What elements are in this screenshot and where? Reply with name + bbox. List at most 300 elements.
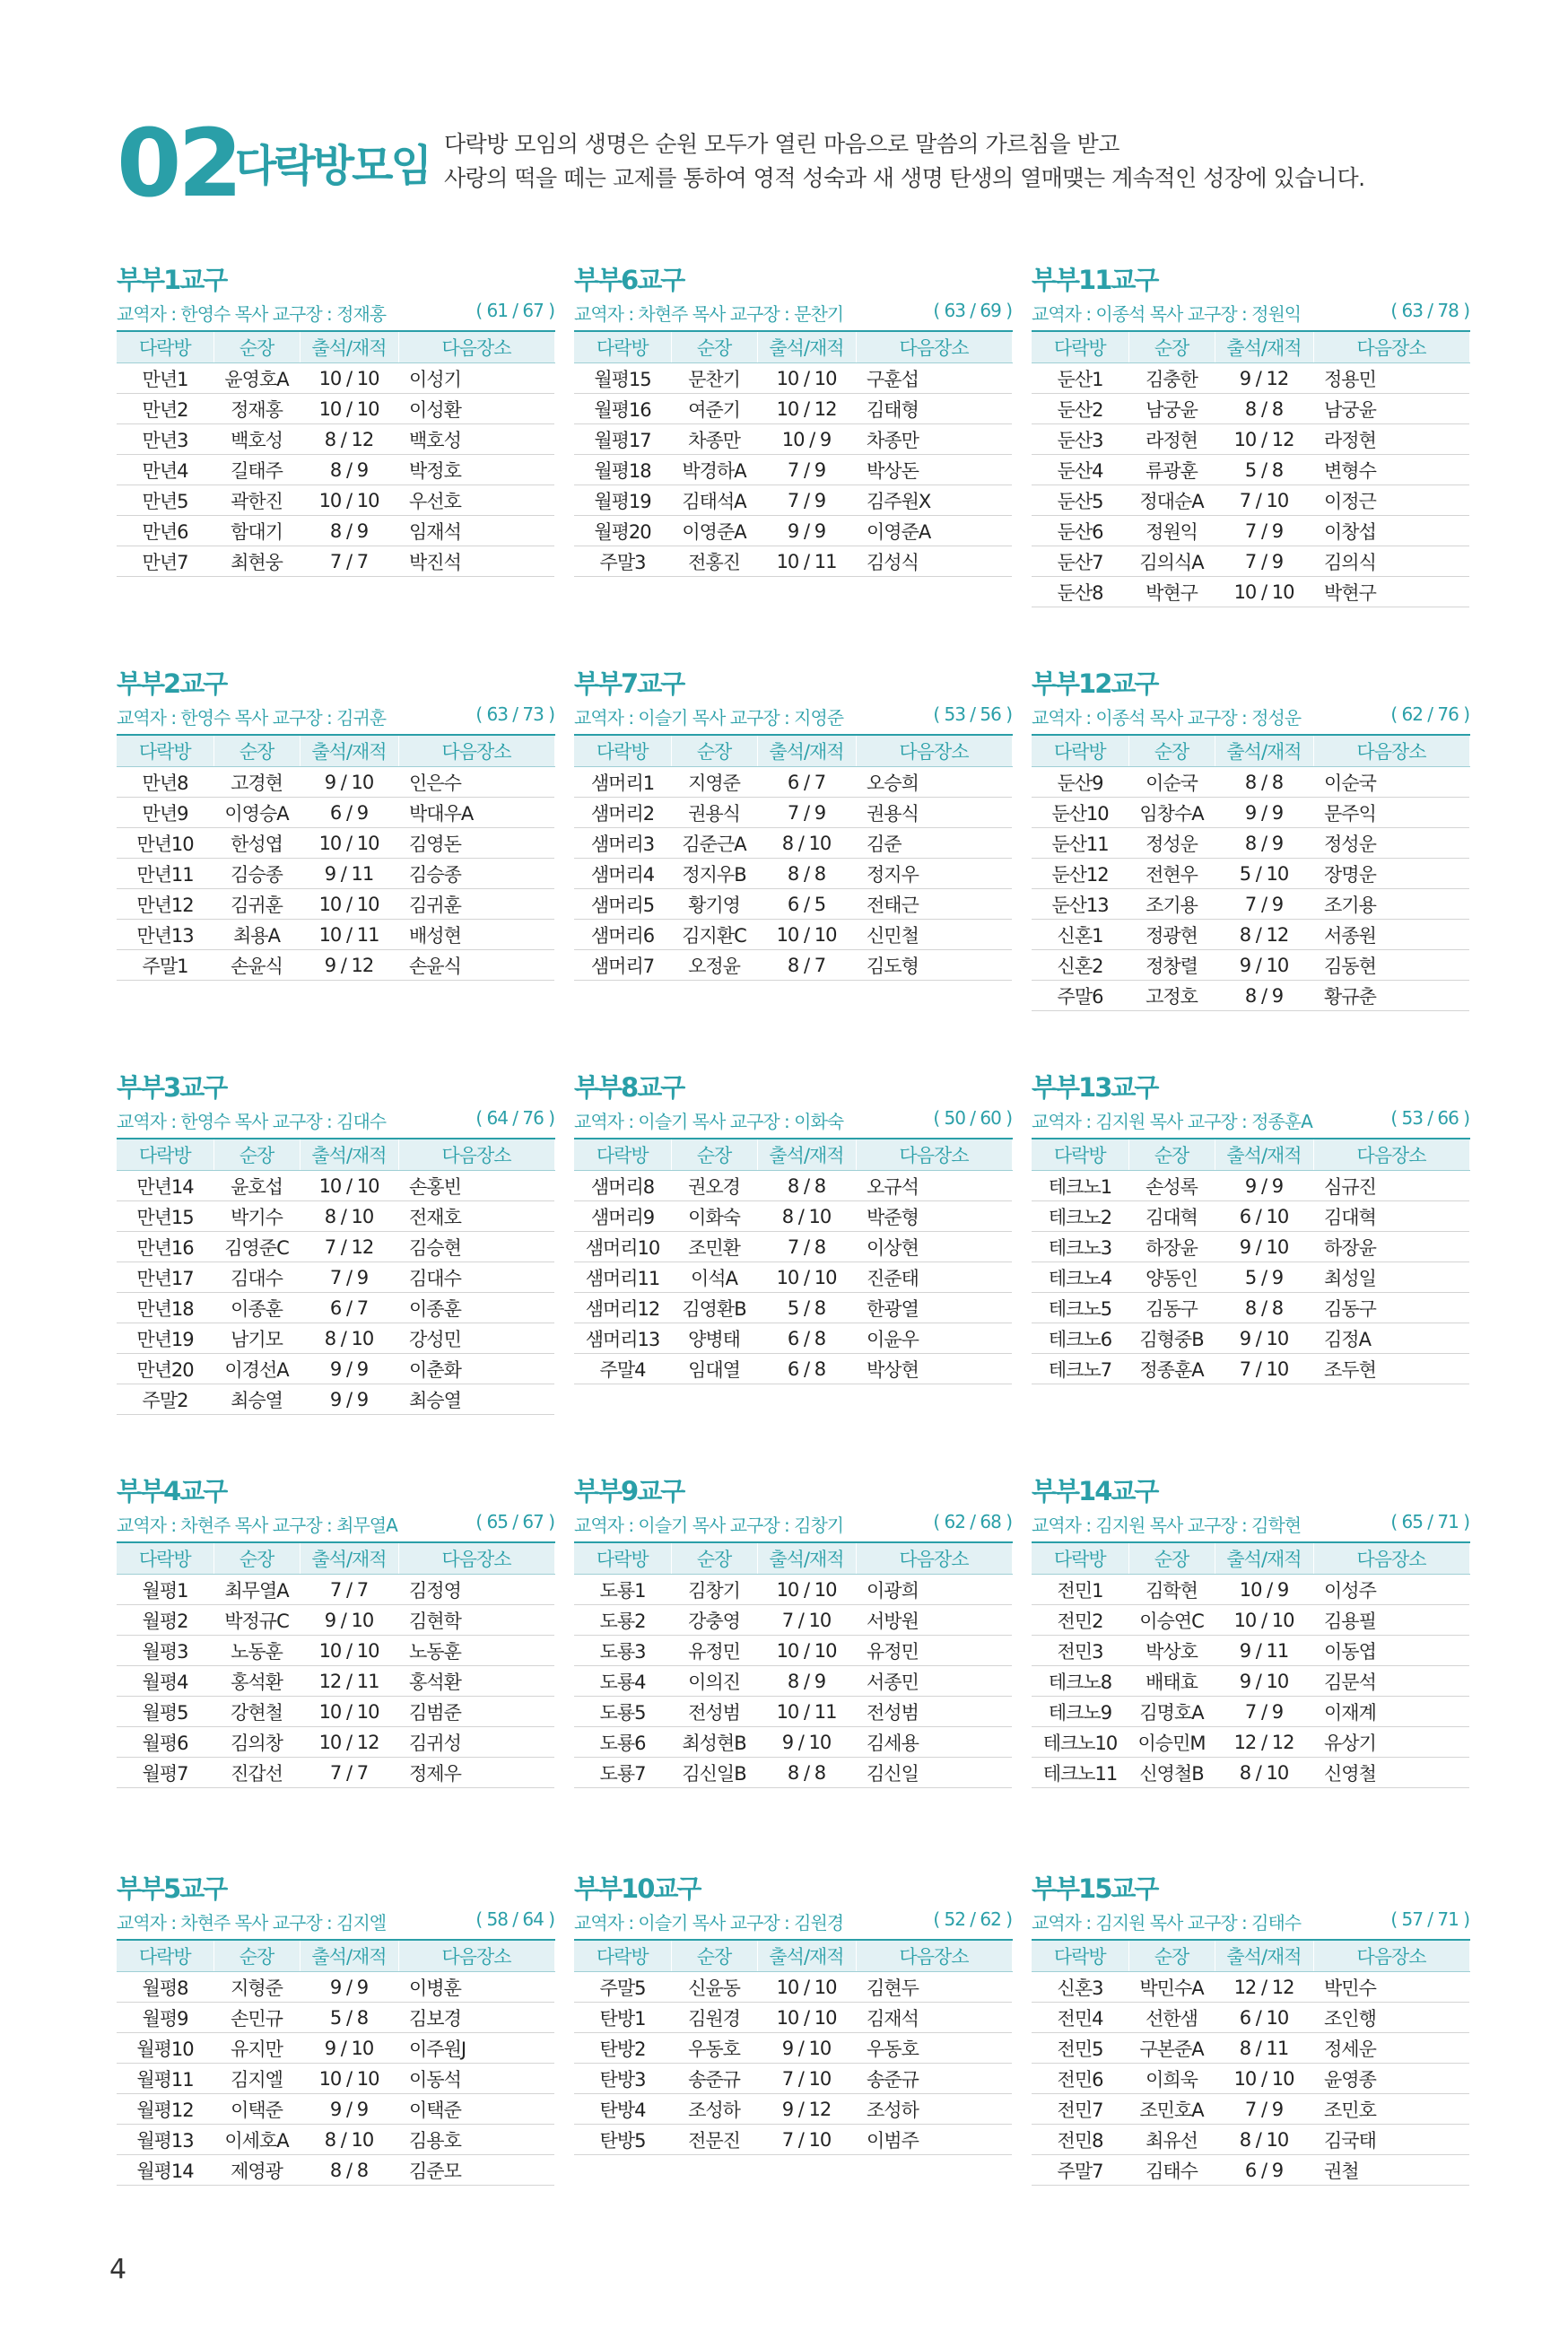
leader-cell: 오정윤 — [671, 950, 757, 981]
table-row — [1032, 1354, 1469, 1384]
attendance-cell: 9 / 9 — [300, 2094, 398, 2125]
table-row — [117, 1171, 554, 1201]
section-title: 다락방모임 — [235, 141, 430, 191]
attendance-cell: 5 / 8 — [300, 2003, 398, 2033]
leader-cell: 김영환B — [671, 1293, 757, 1323]
leader-cell: 유지만 — [213, 2033, 300, 2064]
table-header-row — [574, 331, 1012, 363]
next-place-cell: 황규춘 — [1313, 981, 1469, 1011]
attendance-cell: 9 / 10 — [300, 1605, 398, 1636]
leader-cell: 김지환C — [671, 920, 757, 950]
attendance-cell: 8 / 8 — [757, 1758, 856, 1788]
room-cell: 샘머리11 — [574, 1262, 671, 1293]
table-row — [117, 1575, 554, 1605]
next-place-cell: 이성환 — [398, 394, 554, 424]
column-header: 출석/재적 — [757, 331, 856, 363]
next-place-cell: 김문석 — [1313, 1666, 1469, 1697]
attendance-cell: 10 / 10 — [300, 2064, 398, 2094]
table-row — [574, 516, 1012, 546]
leader-cell: 윤영호A — [213, 363, 300, 394]
attendance-cell: 10 / 10 — [300, 1171, 398, 1201]
leader-cell: 김지엘 — [213, 2064, 300, 2094]
next-place-cell: 김신일 — [856, 1758, 1012, 1788]
district-info — [1032, 1107, 1469, 1131]
table-row — [574, 767, 1012, 798]
column-header: 다락방 — [1032, 1940, 1128, 1972]
leader-cell: 박상호 — [1128, 1636, 1215, 1666]
room-cell: 테크노5 — [1032, 1293, 1128, 1323]
leader-cell: 이영준A — [671, 516, 757, 546]
leader-cell: 최유선 — [1128, 2125, 1215, 2155]
room-cell: 만년11 — [117, 859, 213, 889]
column-header: 출석/재적 — [300, 735, 398, 767]
next-place-cell: 신민철 — [856, 920, 1012, 950]
attendance-cell: 6 / 7 — [300, 1293, 398, 1323]
attendance-cell: 8 / 10 — [757, 828, 856, 859]
leader-cell: 지형준 — [213, 1972, 300, 2003]
room-cell: 전민1 — [1032, 1575, 1128, 1605]
attendance-cell: 9 / 10 — [1215, 950, 1313, 981]
table-row — [117, 2064, 554, 2094]
next-place-cell: 박상돈 — [856, 455, 1012, 485]
leader-cell: 황기영 — [671, 889, 757, 920]
column-header: 다음장소 — [1313, 1940, 1469, 1972]
attendance-cell: 10 / 10 — [300, 1636, 398, 1666]
table-row — [117, 2155, 554, 2186]
column-header: 순장 — [1128, 1139, 1215, 1171]
attendance-cell: 10 / 10 — [757, 363, 856, 394]
table-row — [574, 1758, 1012, 1788]
column-header: 순장 — [671, 1542, 757, 1575]
next-place-cell: 최승열 — [398, 1384, 554, 1415]
room-cell: 만년13 — [117, 920, 213, 950]
room-cell: 테크노1 — [1032, 1171, 1128, 1201]
column-header: 다음장소 — [1313, 1542, 1469, 1575]
leader-cell: 권오경 — [671, 1171, 757, 1201]
room-cell: 탄방3 — [574, 2064, 671, 2094]
table-header-row — [117, 331, 554, 363]
attendance-cell: 7 / 10 — [757, 1605, 856, 1636]
column-header: 다락방 — [1032, 735, 1128, 767]
leader-cell: 조민환 — [671, 1232, 757, 1262]
next-place-cell: 이춘화 — [398, 1354, 554, 1384]
table-row — [117, 767, 554, 798]
attendance-cell: 8 / 8 — [300, 2155, 398, 2186]
attendance-cell: 8 / 9 — [300, 516, 398, 546]
room-cell: 주말4 — [574, 1354, 671, 1384]
leader-cell: 이화숙 — [671, 1201, 757, 1232]
leader-cell: 임대열 — [671, 1354, 757, 1384]
leader-cell: 배태효 — [1128, 1666, 1215, 1697]
next-place-cell: 권용식 — [856, 798, 1012, 828]
attendance-ratio: ( 62 / 76 ) — [1390, 703, 1469, 725]
room-cell: 둔산5 — [1032, 485, 1128, 516]
attendance-cell: 10 / 10 — [300, 828, 398, 859]
district-title: 부부2교구 — [117, 668, 227, 699]
next-place-cell: 서방원 — [856, 1605, 1012, 1636]
district-title: 부부8교구 — [574, 1072, 684, 1103]
attendance-cell: 10 / 10 — [757, 1972, 856, 2003]
leader-cell: 김동구 — [1128, 1293, 1215, 1323]
attendance-cell: 7 / 9 — [757, 798, 856, 828]
district-info — [117, 703, 554, 727]
leader-cell: 정종훈A — [1128, 1354, 1215, 1384]
leader-cell: 이의진 — [671, 1666, 757, 1697]
attendance-ratio: ( 63 / 78 ) — [1390, 300, 1469, 321]
table-header-row — [117, 1542, 554, 1575]
next-place-cell: 노동훈 — [398, 1636, 554, 1666]
attendance-cell: 10 / 10 — [757, 1262, 856, 1293]
table-header-row — [1032, 735, 1469, 767]
attendance-cell: 8 / 8 — [757, 859, 856, 889]
next-place-cell: 손윤식 — [398, 950, 554, 981]
room-cell: 주말5 — [574, 1972, 671, 2003]
section-description — [444, 127, 1365, 196]
leader-cell: 차종만 — [671, 424, 757, 455]
district-table — [117, 330, 555, 577]
table-row — [1032, 798, 1469, 828]
room-cell: 월평3 — [117, 1636, 213, 1666]
room-cell: 테크노10 — [1032, 1727, 1128, 1758]
table-row — [1032, 363, 1469, 394]
leader-cell: 김대수 — [213, 1262, 300, 1293]
leader-cell: 강현철 — [213, 1697, 300, 1727]
district-staff: 교역자 : 김지원 목사 교구장 : 김학현 — [1032, 1515, 1302, 1536]
district-info — [1032, 1511, 1469, 1534]
district-info — [574, 703, 1012, 727]
column-header: 출석/재적 — [1215, 331, 1313, 363]
table-row — [1032, 859, 1469, 889]
column-header: 다음장소 — [1313, 331, 1469, 363]
leader-cell: 김원경 — [671, 2003, 757, 2033]
room-cell: 만년19 — [117, 1323, 213, 1354]
table-row — [574, 828, 1012, 859]
next-place-cell: 김정A — [1313, 1323, 1469, 1354]
attendance-cell: 10 / 10 — [1215, 1605, 1313, 1636]
room-cell: 테크노3 — [1032, 1232, 1128, 1262]
table-row — [574, 1575, 1012, 1605]
table-row — [1032, 1232, 1469, 1262]
room-cell: 둔산3 — [1032, 424, 1128, 455]
next-place-cell: 이동석 — [398, 2064, 554, 2094]
leader-cell: 진갑선 — [213, 1758, 300, 1788]
attendance-ratio: ( 61 / 67 ) — [475, 300, 554, 321]
attendance-cell: 8 / 12 — [1215, 920, 1313, 950]
next-place-cell: 이광희 — [856, 1575, 1012, 1605]
column-header: 다락방 — [574, 331, 671, 363]
room-cell: 둔산1 — [1032, 363, 1128, 394]
room-cell: 월평17 — [574, 424, 671, 455]
next-place-cell: 전재호 — [398, 1201, 554, 1232]
district-title: 부부7교구 — [574, 668, 684, 699]
room-cell: 도룡4 — [574, 1666, 671, 1697]
table-row — [117, 1666, 554, 1697]
room-cell: 만년9 — [117, 798, 213, 828]
next-place-cell: 변형수 — [1313, 455, 1469, 485]
column-header: 순장 — [213, 735, 300, 767]
district-staff: 교역자 : 차현주 목사 교구장 : 문찬기 — [574, 303, 844, 325]
attendance-cell: 8 / 10 — [300, 1323, 398, 1354]
attendance-cell: 5 / 8 — [1215, 455, 1313, 485]
room-cell: 주말3 — [574, 546, 671, 577]
column-header: 다음장소 — [398, 1940, 554, 1972]
room-cell: 만년10 — [117, 828, 213, 859]
room-cell: 신혼3 — [1032, 1972, 1128, 2003]
table-row — [574, 1354, 1012, 1384]
room-cell: 월평7 — [117, 1758, 213, 1788]
room-cell: 월평19 — [574, 485, 671, 516]
next-place-cell: 남궁윤 — [1313, 394, 1469, 424]
room-cell: 테크노9 — [1032, 1697, 1128, 1727]
next-place-cell: 조인행 — [1313, 2003, 1469, 2033]
next-place-cell: 조두현 — [1313, 1354, 1469, 1384]
leader-cell: 박현구 — [1128, 577, 1215, 607]
attendance-cell: 9 / 11 — [1215, 1636, 1313, 1666]
leader-cell: 김형중B — [1128, 1323, 1215, 1354]
leader-cell: 남기모 — [213, 1323, 300, 1354]
table-row — [117, 1972, 554, 2003]
district-table — [1032, 1138, 1470, 1384]
leader-cell: 지영준 — [671, 767, 757, 798]
district-table — [117, 1138, 555, 1415]
attendance-cell: 9 / 9 — [300, 1384, 398, 1415]
table-row — [117, 950, 554, 981]
attendance-ratio: ( 65 / 71 ) — [1390, 1511, 1469, 1532]
next-place-cell: 전태근 — [856, 889, 1012, 920]
room-cell: 둔산8 — [1032, 577, 1128, 607]
next-place-cell: 홍석환 — [398, 1666, 554, 1697]
column-header: 출석/재적 — [300, 1139, 398, 1171]
column-header: 순장 — [1128, 735, 1215, 767]
next-place-cell: 윤영종 — [1313, 2064, 1469, 2094]
attendance-cell: 10 / 10 — [757, 920, 856, 950]
leader-cell: 최성현B — [671, 1727, 757, 1758]
next-place-cell: 김태형 — [856, 394, 1012, 424]
column-header: 순장 — [213, 1542, 300, 1575]
attendance-cell: 7 / 9 — [757, 455, 856, 485]
district-info — [574, 1107, 1012, 1131]
leader-cell: 이택준 — [213, 2094, 300, 2125]
leader-cell: 조민호A — [1128, 2094, 1215, 2125]
attendance-cell: 8 / 8 — [1215, 767, 1313, 798]
next-place-cell: 이윤우 — [856, 1323, 1012, 1354]
next-place-cell: 김주원X — [856, 485, 1012, 516]
room-cell: 만년16 — [117, 1232, 213, 1262]
room-cell: 탄방1 — [574, 2003, 671, 2033]
attendance-cell: 10 / 10 — [300, 485, 398, 516]
column-header: 다음장소 — [856, 331, 1012, 363]
room-cell: 샘머리3 — [574, 828, 671, 859]
leader-cell: 최용A — [213, 920, 300, 950]
next-place-cell: 박대우A — [398, 798, 554, 828]
next-place-cell: 송준규 — [856, 2064, 1012, 2094]
table-row — [117, 516, 554, 546]
next-place-cell: 배성현 — [398, 920, 554, 950]
next-place-cell: 김의식 — [1313, 546, 1469, 577]
next-place-cell: 신영철 — [1313, 1758, 1469, 1788]
room-cell: 둔산7 — [1032, 546, 1128, 577]
room-cell: 만년3 — [117, 424, 213, 455]
next-place-cell: 조민호 — [1313, 2094, 1469, 2125]
table-row — [117, 1232, 554, 1262]
column-header: 순장 — [1128, 1542, 1215, 1575]
room-cell: 도룡5 — [574, 1697, 671, 1727]
leader-cell: 정대순A — [1128, 485, 1215, 516]
table-row — [117, 363, 554, 394]
table-row — [574, 363, 1012, 394]
attendance-cell: 9 / 10 — [1215, 1232, 1313, 1262]
attendance-cell: 5 / 9 — [1215, 1262, 1313, 1293]
attendance-cell: 12 / 12 — [1215, 1727, 1313, 1758]
column-header: 다락방 — [117, 331, 213, 363]
leader-cell: 김대혁 — [1128, 1201, 1215, 1232]
leader-cell: 노동훈 — [213, 1636, 300, 1666]
table-row — [117, 424, 554, 455]
room-cell: 테크노11 — [1032, 1758, 1128, 1788]
attendance-cell: 6 / 9 — [1215, 2155, 1313, 2186]
room-cell: 테크노4 — [1032, 1262, 1128, 1293]
district-staff: 교역자 : 김지원 목사 교구장 : 정종훈A — [1032, 1111, 1312, 1132]
district-title: 부부3교구 — [117, 1072, 227, 1103]
table-row — [1032, 2064, 1469, 2094]
next-place-cell: 김귀성 — [398, 1727, 554, 1758]
next-place-cell: 라정현 — [1313, 424, 1469, 455]
table-row — [1032, 828, 1469, 859]
leader-cell: 정재홍 — [213, 394, 300, 424]
leader-cell: 김승종 — [213, 859, 300, 889]
next-place-cell: 이정근 — [1313, 485, 1469, 516]
leader-cell: 함대기 — [213, 516, 300, 546]
room-cell: 샘머리6 — [574, 920, 671, 950]
table-row — [117, 920, 554, 950]
table-row — [574, 1262, 1012, 1293]
leader-cell: 제영광 — [213, 2155, 300, 2186]
column-header: 순장 — [671, 735, 757, 767]
table-row — [117, 1354, 554, 1384]
next-place-cell: 하장윤 — [1313, 1232, 1469, 1262]
table-row — [117, 1636, 554, 1666]
next-place-cell: 차종만 — [856, 424, 1012, 455]
room-cell: 월평11 — [117, 2064, 213, 2094]
leader-cell: 손성록 — [1128, 1171, 1215, 1201]
table-row — [1032, 1758, 1469, 1788]
table-row — [117, 546, 554, 577]
attendance-cell: 10 / 11 — [757, 546, 856, 577]
next-place-cell: 우선호 — [398, 485, 554, 516]
next-place-cell: 박상현 — [856, 1354, 1012, 1384]
room-cell: 샘머리2 — [574, 798, 671, 828]
leader-cell: 김창기 — [671, 1575, 757, 1605]
district-title: 부부5교구 — [117, 1873, 227, 1904]
table-header-row — [117, 1139, 554, 1171]
leader-cell: 이승연C — [1128, 1605, 1215, 1636]
next-place-cell: 박정호 — [398, 455, 554, 485]
room-cell: 전민8 — [1032, 2125, 1128, 2155]
column-header: 다음장소 — [856, 1542, 1012, 1575]
table-row — [117, 1697, 554, 1727]
column-header: 출석/재적 — [757, 1139, 856, 1171]
table-row — [574, 485, 1012, 516]
district-info — [117, 1908, 554, 1932]
next-place-cell: 김성식 — [856, 546, 1012, 577]
attendance-cell: 10 / 12 — [300, 1727, 398, 1758]
room-cell: 월평5 — [117, 1697, 213, 1727]
room-cell: 주말6 — [1032, 981, 1128, 1011]
table-row — [1032, 1972, 1469, 2003]
next-place-cell: 김국태 — [1313, 2125, 1469, 2155]
room-cell: 만년12 — [117, 889, 213, 920]
next-place-cell: 김동현 — [1313, 950, 1469, 981]
leader-cell: 정창렬 — [1128, 950, 1215, 981]
leader-cell: 박경하A — [671, 455, 757, 485]
district-title: 부부15교구 — [1032, 1873, 1158, 1904]
room-cell: 전민7 — [1032, 2094, 1128, 2125]
attendance-cell: 9 / 10 — [1215, 1666, 1313, 1697]
room-cell: 도룡2 — [574, 1605, 671, 1636]
column-header: 다음장소 — [856, 1940, 1012, 1972]
table-row — [117, 889, 554, 920]
leader-cell: 신윤동 — [671, 1972, 757, 2003]
attendance-cell: 8 / 10 — [300, 2125, 398, 2155]
leader-cell: 김명호A — [1128, 1697, 1215, 1727]
table-row — [1032, 1697, 1469, 1727]
next-place-cell: 김준모 — [398, 2155, 554, 2186]
district-table — [117, 1541, 555, 1788]
table-row — [1032, 1323, 1469, 1354]
district-staff: 교역자 : 김지원 목사 교구장 : 김태수 — [1032, 1912, 1302, 1934]
table-row — [574, 1727, 1012, 1758]
room-cell: 월평14 — [117, 2155, 213, 2186]
attendance-cell: 7 / 7 — [300, 546, 398, 577]
table-row — [117, 394, 554, 424]
room-cell: 테크노8 — [1032, 1666, 1128, 1697]
leader-cell: 하장윤 — [1128, 1232, 1215, 1262]
room-cell: 월평18 — [574, 455, 671, 485]
room-cell: 도룡3 — [574, 1636, 671, 1666]
table-row — [574, 394, 1012, 424]
column-header: 순장 — [671, 1139, 757, 1171]
next-place-cell: 인은수 — [398, 767, 554, 798]
district-table — [574, 330, 1013, 577]
next-place-cell: 조성하 — [856, 2094, 1012, 2125]
attendance-ratio: ( 52 / 62 ) — [933, 1908, 1012, 1930]
leader-cell: 길태주 — [213, 455, 300, 485]
next-place-cell: 김동구 — [1313, 1293, 1469, 1323]
district-table — [117, 734, 555, 981]
table-row — [574, 1232, 1012, 1262]
next-place-cell: 손홍빈 — [398, 1171, 554, 1201]
leader-cell: 강충영 — [671, 1605, 757, 1636]
district-title: 부부12교구 — [1032, 668, 1158, 699]
attendance-cell: 9 / 11 — [300, 859, 398, 889]
district-info — [1032, 1908, 1469, 1932]
leader-cell: 전홍진 — [671, 546, 757, 577]
leader-cell: 한성엽 — [213, 828, 300, 859]
column-header: 순장 — [213, 1940, 300, 1972]
table-row — [1032, 455, 1469, 485]
next-place-cell: 장명운 — [1313, 859, 1469, 889]
table-row — [117, 1605, 554, 1636]
next-place-cell: 김정영 — [398, 1575, 554, 1605]
attendance-cell: 7 / 10 — [1215, 1354, 1313, 1384]
district-info — [117, 1511, 554, 1534]
attendance-cell: 10 / 9 — [1215, 1575, 1313, 1605]
next-place-cell: 김세용 — [856, 1727, 1012, 1758]
district-table — [1032, 734, 1470, 1011]
attendance-cell: 8 / 10 — [1215, 2125, 1313, 2155]
table-row — [1032, 546, 1469, 577]
next-place-cell: 이영준A — [856, 516, 1012, 546]
